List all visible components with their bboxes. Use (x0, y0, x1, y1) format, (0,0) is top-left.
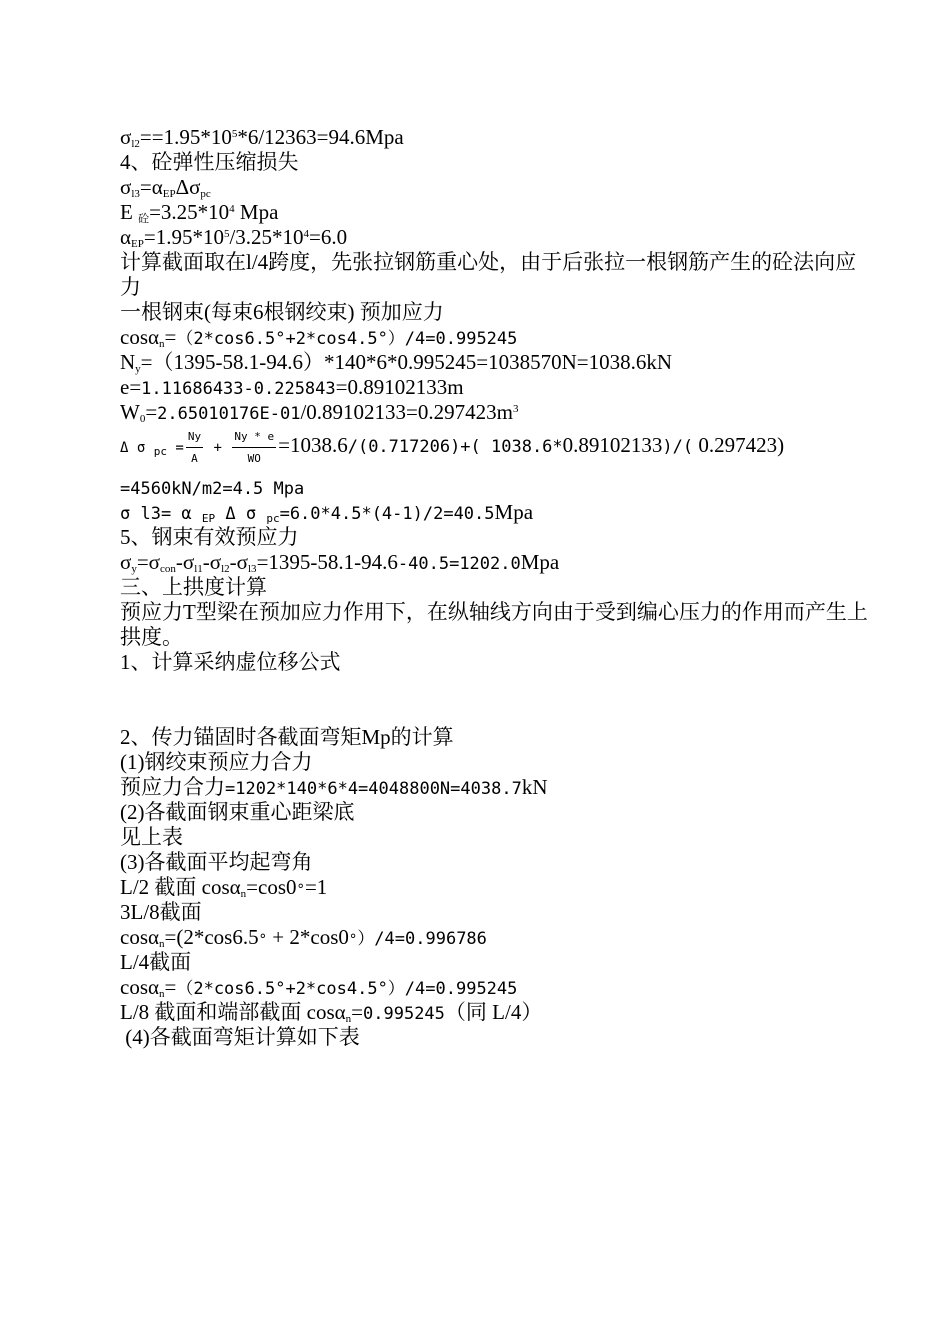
formula-delta-sigma-pc: Δ σ $_{pc}$ = $\frac{Ny}{A}$ + $\frac{Ny * e}{WO}$ =1038.6/(0.717206)+( 1038.6*0.89102133)/( 0.297423) (120, 429, 785, 465)
formula-cos-alpha-n: cosα$_n$=（2*cos6.5°+2*cos4.5°）/4=0.995245 (120, 325, 518, 350)
formula-ny: $N_y=(1395-58.1-94.6)*140*6*0.995245=1038570N=1038.6kN$ (120, 350, 673, 375)
formula-e: e=1.11686433-0.225843=0.89102133m (120, 375, 464, 399)
subheading-centroid-distance: (2)各截面钢束重心距梁底 (120, 800, 355, 824)
heading-virtual-displacement: 1、计算采纳虚位移公式 (120, 650, 341, 674)
heading-moment-mp: 2、传力锚固时各截面弯矩Mp的计算 (120, 725, 454, 749)
heading-effective-prestress: 5、钢束有效预应力 (120, 525, 299, 549)
formula-l2-section: L/2 截面 cosα$_n$=cos0°=1 (120, 875, 328, 900)
fraction-nye-over-wo: $\frac{Ny * e}{WO}$ (234, 429, 275, 465)
formula-stress-result: =4560kN/m2=4.5 Mpa (120, 479, 305, 499)
formula-sigma-l3-value: σ l3= α $_{EP}$ Δ σ $_{pc}$=6.0*4.5*(4-1)/2=40.5Mpa (120, 500, 534, 525)
paragraph-section-location: 计算截面取在l/4跨度，先张拉钢筋重心处，由于后张拉一根钢筋产生的砼法向应力 (120, 250, 857, 299)
text-one-bundle-prestress: 一根钢束(每束6根钢绞束) 预加应力 (120, 300, 444, 324)
formula-sigma-y: $\sigma_y=\sigma_{con}-\sigma_{l1}-\sigma_{l2}-\sigma_{l3}=1395-58.1-94.6-40.5=1202.0Mpa$ (120, 550, 560, 575)
formula-l8-end-section: L/8 截面和端部截面 cosα$_n$=0.995245（同 L/4） (120, 1000, 543, 1025)
label-3l8-section: 3L/8截面 (120, 900, 202, 924)
formula-sigma-l2: $\sigma_{l2}==1.95*10^5*6/12363=94.6Mpa$ (120, 125, 404, 150)
subheading-bend-angle: (3)各截面平均起弯角 (120, 850, 313, 874)
formula-3l8-cos: cosα$_n$=(2*cos6.5° + 2*cos0°）/4=0.996786 (120, 925, 487, 950)
formula-alpha-ep: $\alpha_{EP}=1.95*10^5/3.25*10^4=6.0$ (120, 225, 348, 250)
formula-sigma-l3: $\sigma_{l3}=\alpha_{EP}\Delta\sigma_{pc}$ (120, 175, 211, 200)
formula-w0: $W_0=2.65010176E-01/0.89102133=0.297423m^3$ (120, 400, 519, 425)
fraction-ny-over-a: $\frac{Ny}{A}$ (187, 429, 202, 465)
subheading-resultant-force: (1)钢绞束预应力合力 (120, 750, 313, 774)
subheading-moment-table: (4)各截面弯矩计算如下表 (125, 1025, 360, 1049)
heading-camber-calculation: 三、上拱度计算 (120, 575, 267, 599)
label-l4-section: L/4截面 (120, 950, 192, 974)
formula-resultant-force: 预应力合力=1202*140*6*4=4048800N=4038.7kN (120, 775, 548, 799)
text-see-table-above: 见上表 (120, 825, 183, 849)
formula-l4-cos: cosα$_n$=（2*cos6.5°+2*cos4.5°）/4=0.995245 (120, 975, 518, 1000)
paragraph-camber-description: 预应力T型梁在预加应力作用下，在纵轴线方向由于受到编心压力的作用而产生上拱度。 (120, 600, 868, 649)
formula-e-concrete: E $_砼=3.25*10^4$ Mpa (120, 200, 279, 225)
heading-concrete-elastic-loss: 4、砼弹性压缩损失 (120, 150, 299, 174)
